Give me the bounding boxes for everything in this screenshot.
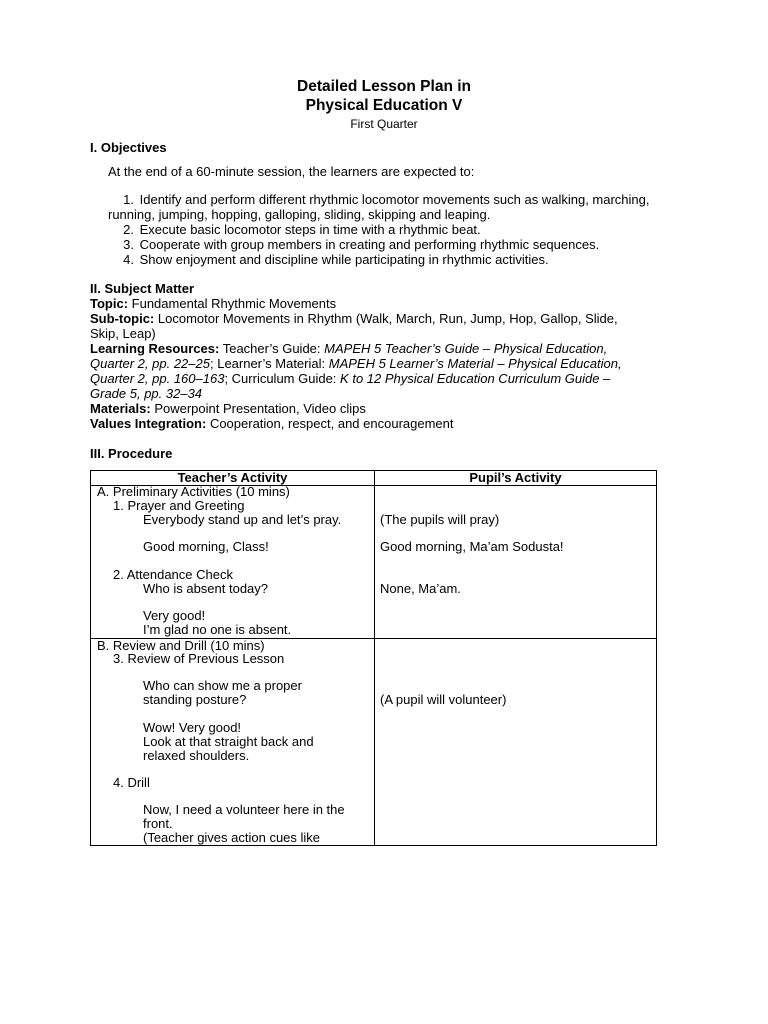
subject-matter-heading: II. Subject Matter [90,281,195,296]
pupil-activity-header: Pupil’s Activity [469,470,562,485]
objectives-heading: I. Objectives [90,140,167,155]
teacher-volunteer-front: front. [143,816,173,831]
values-line [90,416,658,431]
values-label: Values Integration: [90,416,207,431]
subtopic-value-continued: Skip, Leap) [90,326,156,341]
objective-number: 2. [123,222,134,237]
pupil-absent-answer: None, Ma’am. [380,581,461,596]
teacher-action-cues: (Teacher gives action cues like [143,830,321,845]
objective-number: 4. [123,252,134,267]
objectives-intro: At the end of a 60-minute session, the learners are expected to: [108,164,475,179]
teachers-guide-pages: Quarter 2, pp. 22–25 [90,356,210,371]
objective-number: 3. [123,237,134,252]
objective-item-2 [108,222,688,237]
objective-number: 1. [123,192,134,207]
objective-item-3 [108,237,688,252]
teacher-straight-back: Look at that straight back and [143,734,314,749]
learners-material-pages: Quarter 2, pp. 160–163 [90,371,225,386]
procedure-heading: III. Procedure [90,446,173,461]
learning-resources [90,341,658,401]
teachers-guide-label: Teacher’s Guide: [222,341,321,356]
topic-label: Topic: [90,296,129,311]
teacher-glad: I’m glad no one is absent. [143,622,292,637]
pupil-greeting: Good morning, Ma’am Sodusta! [380,539,564,554]
teacher-activity-header: Teacher’s Activity [177,470,288,485]
procedure-table [90,470,657,846]
learners-material-title: MAPEH 5 Learner’s Material – Physical Education, [328,356,622,371]
section-a-label: A. Preliminary Activities (10 mins) [97,484,290,499]
objective-text: Show enjoyment and discipline while participating in rhythmic activities. [139,252,549,267]
materials-value: Powerpoint Presentation, Video clips [154,401,366,416]
attendance-heading: 2. Attendance Check [113,567,233,582]
teacher-posture-question-2: standing posture? [143,692,247,707]
topic-line [90,296,658,311]
topic-value: Fundamental Rhythmic Movements [131,296,337,311]
teacher-wow: Wow! Very good! [143,720,242,735]
teacher-greeting: Good morning, Class! [143,539,269,554]
document-subtitle: First Quarter [350,117,418,131]
subtopic-value: Locomotor Movements in Rhythm (Walk, March, Run, Jump, Hop, Gallop, Slide, [157,311,618,326]
objective-item-4 [108,252,688,267]
teacher-shoulders: relaxed shoulders. [143,748,250,763]
teachers-guide-title: MAPEH 5 Teacher’s Guide – Physical Education, [324,341,608,356]
objective-text: Identify and perform different rhythmic locomotor movements such as walking, marching, [139,192,650,207]
prayer-heading: 1. Prayer and Greeting [113,498,245,513]
curriculum-guide-pages: Grade 5, pp. 32–34 [90,386,203,401]
teacher-posture-question-1: Who can show me a proper [143,678,302,693]
pupil-volunteer: (A pupil will volunteer) [380,692,507,707]
table-column-divider [374,471,375,845]
review-heading: 3. Review of Previous Lesson [113,651,285,666]
resources-label: Learning Resources: [90,341,220,356]
values-value: Cooperation, respect, and encouragement [209,416,454,431]
drill-heading: 4. Drill [113,775,150,790]
subtopic-label: Sub-topic: [90,311,155,326]
objective-text: Execute basic locomotor steps in time with a rhythmic beat. [139,222,481,237]
document-title-line1: Detailed Lesson Plan in [297,78,471,95]
section-b-label: B. Review and Drill (10 mins) [97,638,265,653]
materials-line [90,401,658,416]
pupil-pray: (The pupils will pray) [380,512,500,527]
teacher-absent-question: Who is absent today? [143,581,269,596]
teacher-pray: Everybody stand up and let’s pray. [143,512,342,527]
objective-text-continued: running, jumping, hopping, galloping, sliding, skipping and leaping. [108,207,491,222]
teacher-volunteer-request: Now, I need a volunteer here in the [143,802,345,817]
learners-material-label: ; Learner’s Material: [209,356,326,371]
objective-item-1 [108,192,688,222]
objective-text: Cooperate with group members in creating and performing rhythmic sequences. [139,237,600,252]
document-title-line2: Physical Education V [305,97,463,114]
materials-label: Materials: [90,401,151,416]
subtopic-line [90,311,658,341]
teacher-very-good: Very good! [143,608,206,623]
curriculum-guide-label: ; Curriculum Guide: [224,371,337,386]
curriculum-guide-title: K to 12 Physical Education Curriculum Guide – [340,371,611,386]
